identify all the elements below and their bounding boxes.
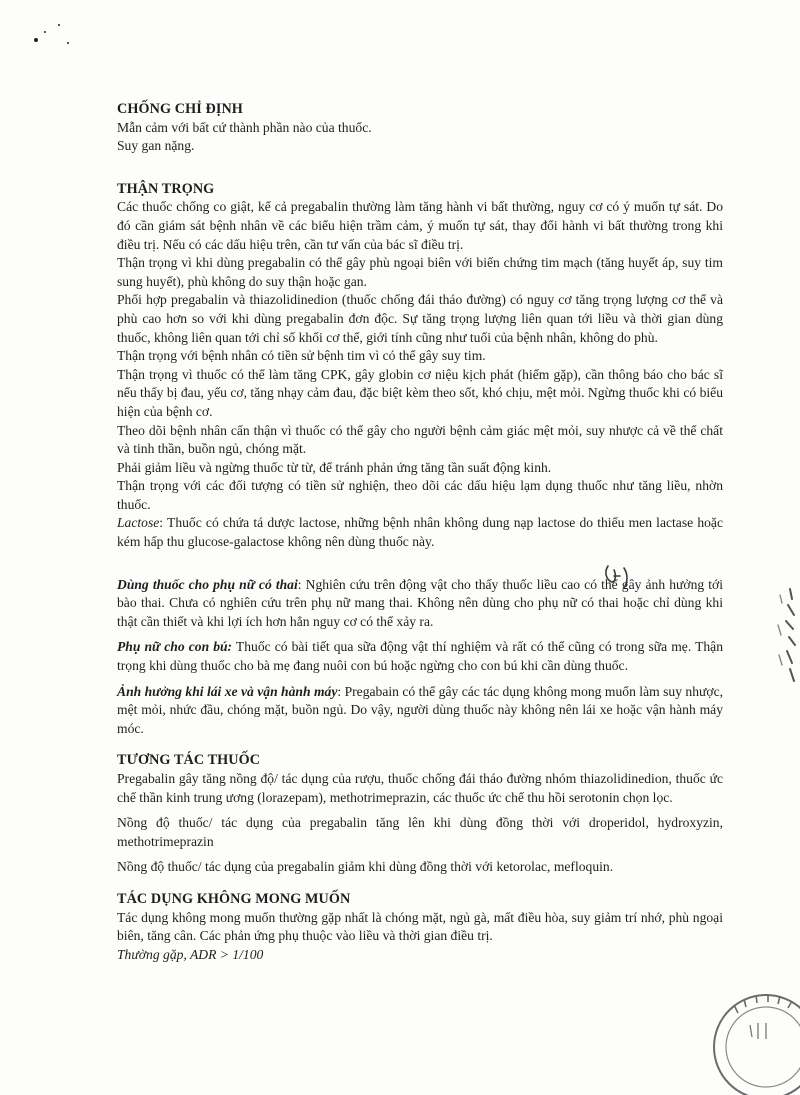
scan-speck [67, 42, 69, 44]
lactation-text: Thuốc có bài tiết qua sữa động vật thí nghiệm và rất có thể cũng có trong sữa mẹ. Thận trọng khi dùng thuốc cho bà mẹ đang nuôi con bú hoặc ngừng cho con bú khi cần dùng thuốc. [117, 639, 723, 674]
frequency-line: Thường gặp, ADR > 1/100 [117, 946, 264, 962]
precaution-paragraph: Thận trọng với các đối tượng có tiền sử nghiện, theo dõi các dấu hiệu lạm dụng thuốc như tăng liều, nhờn thuốc. [117, 478, 723, 512]
lactation-paragraph [117, 638, 723, 675]
precaution-paragraph: Theo dõi bệnh nhân cẩn thận vì thuốc có thể gây cho người bệnh cảm giác mệt mỏi, suy nhược cả về thể chất và tinh thần, buồn ngủ, chóng mặt. [117, 422, 723, 457]
driving-text: : Pregabain có thể gây các tác dụng không mong muốn làm suy nhược, mệt mỏi, nhức đầu, chóng mặt, buồn ngủ. Do vậy, người dùng thuốc này không nên lái xe hoặc vận hành máy móc. [117, 683, 723, 736]
driving-paragraph [117, 683, 723, 739]
edge-stamp-fragment [770, 585, 800, 695]
precaution-paragraph: Phối hợp pregabalin và thiazolidinedion (thuốc chống đái tháo đường) có nguy cơ tăng trọng lượng cơ thể và phù cao hơn so với khi dùng pregabalin đơn độc. Sự tăng trọng lượng liên quan tới liều và thời gian dùng thuốc, không liên quan tới chỉ số khối cơ thể, giới tính cũng như tuổi của bệnh nhân, không do phù. [117, 292, 723, 345]
precaution-paragraph: Thận trọng vì khi dùng pregabalin có thể gây phù ngoại biên với biến chứng tim mạch (tăng huyết áp, suy tim sung huyết), phù không do suy thận hoặc gan. [117, 255, 723, 289]
precautions-heading: THẬN TRỌNG [117, 180, 215, 197]
contraindications-heading: CHỐNG CHỈ ĐỊNH [117, 101, 243, 117]
document-body [117, 100, 723, 964]
scan-speck [34, 38, 38, 42]
scan-speck [44, 31, 46, 33]
lactose-paragraph [117, 514, 723, 551]
contraindication-line: Suy gan nặng. [117, 138, 195, 154]
contraindication-line: Mẫn cảm với bất cứ thành phần nào của thuốc. [117, 119, 372, 135]
scan-speck [58, 24, 60, 26]
precaution-paragraph: Thận trọng với bệnh nhân có tiền sử bệnh tim vì có thể gây suy tim. [117, 348, 486, 364]
interaction-paragraph: Nồng độ thuốc/ tác dụng của pregabalin giảm khi dùng đồng thời với ketorolac, mefloquin. [117, 859, 614, 875]
interaction-paragraph: Nồng độ thuốc/ tác dụng của pregabalin tăng lên khi dùng đồng thời với droperidol, hydroxyzin, methotrimeprazin [117, 815, 723, 849]
pregnancy-text: : Nghiên cứu trên động vật cho thấy thuốc liều cao có thể gây ảnh hưởng tới bào thai. Chưa có nghiên cứu trên phụ nữ mang thai. Không nên dùng cho phụ nữ có thai hoặc chỉ dùng khi thật cần thiết và khi lợi ích hơn hẳn nguy cơ có thể xảy ra. [117, 576, 723, 629]
precaution-paragraph: Các thuốc chống co giật, kể cả pregabalin thường làm tăng hành vi bất thường, nguy cơ có ý muốn tự sát. Do đó cần giám sát bệnh nhân về các biểu hiện trầm cảm, ý muốn tự sát, thay đổi hành vi bất thường trong khi điều trị. Nếu có các dấu hiệu trên, cần tư vấn của bác sĩ điều trị. [117, 199, 723, 252]
interaction-paragraph: Pregabalin gây tăng nồng độ/ tác dụng của rượu, thuốc chống đái tháo đường nhóm thiazolidinedion, thuốc ức chế thần kinh trung ương (lorazepam), methotrimeprazin, các thuốc ức chế thu hồi serotonin chọn lọc. [117, 771, 723, 805]
adverse-effects-paragraph: Tác dụng không mong muốn thường gặp nhất là chóng mặt, ngủ gà, mất điều hòa, suy giảm trí nhớ, phù ngoại biên, tăng cân. Các phản ứng phụ thuộc vào liều và thời gian điều trị. [117, 909, 723, 944]
lactose-label: Lactose [117, 515, 160, 531]
lactation-label: Phụ nữ cho con bú: [117, 639, 233, 655]
driving-label: Ảnh hưởng khi lái xe và vận hành máy [117, 683, 338, 699]
pregnancy-label: Dùng thuốc cho phụ nữ có thai [117, 576, 298, 592]
adverse-effects-heading: TÁC DỤNG KHÔNG MONG MUỐN [117, 890, 351, 907]
handwritten-initial-mark [602, 562, 642, 592]
precaution-paragraph: Thận trọng vì thuốc có thể làm tăng CPK, gây globin cơ niệu kịch phát (hiếm gặp), cần thông báo cho bác sĩ nếu thấy bị đau, yếu cơ, tăng nhạy cảm đau, đặc biệt kèm theo sốt, khó chịu, mệt mỏi. Ngừng thuốc khi có biểu hiện của bệnh cơ. [117, 366, 723, 419]
precaution-paragraph: Phải giảm liều và ngừng thuốc từ từ, để tránh phản ứng tăng tần suất động kinh. [117, 459, 552, 475]
company-stamp [704, 985, 800, 1095]
lactose-text: : Thuốc có chứa tá dược lactose, những bệnh nhân không dung nạp lactose do thiếu men lactase hoặc kém hấp thu glucose-galactose không nên dùng thuốc này. [117, 515, 723, 550]
interactions-heading: TƯƠNG TÁC THUỐC [117, 752, 261, 769]
